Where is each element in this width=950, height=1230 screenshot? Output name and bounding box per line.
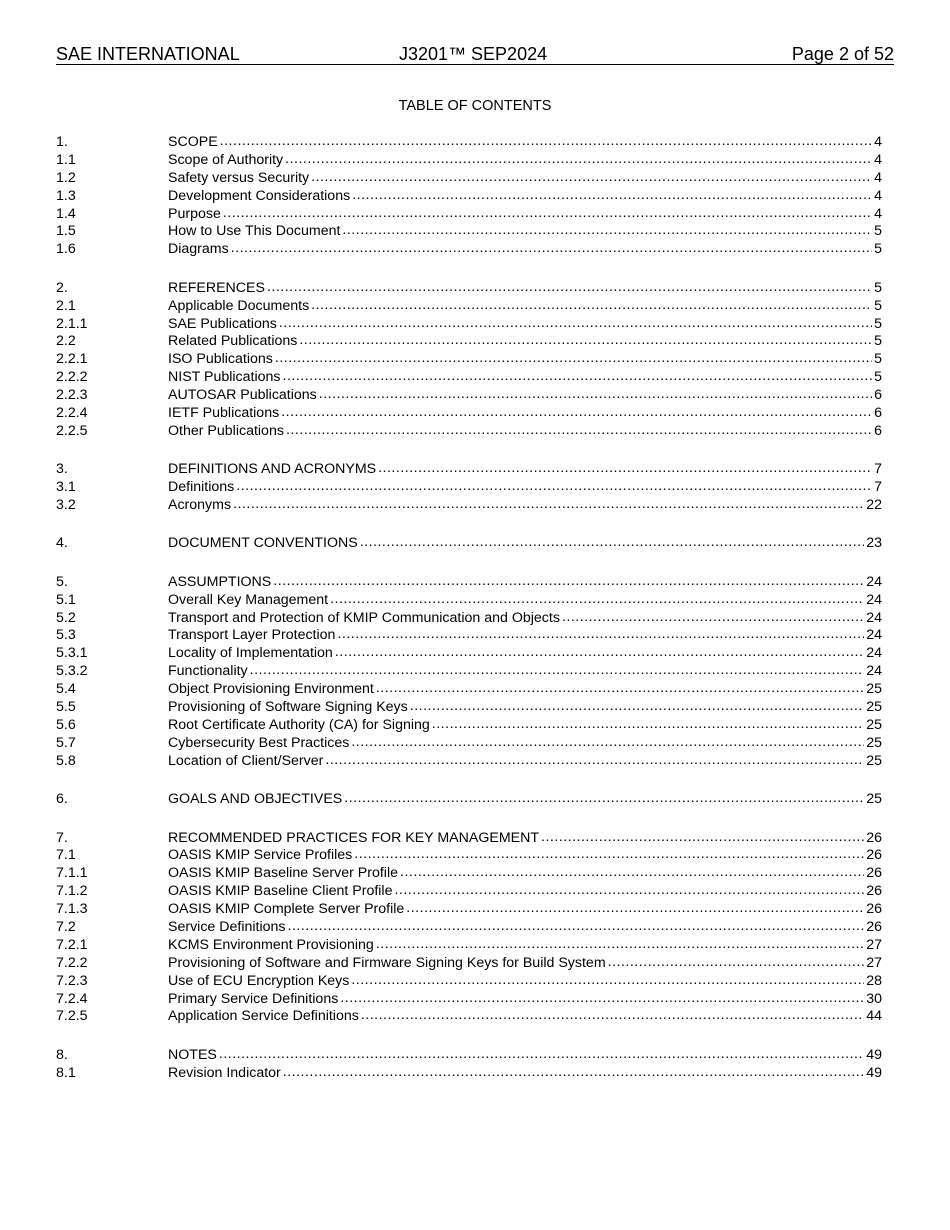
toc-section xyxy=(56,830,882,1027)
toc-entry[interactable] xyxy=(56,316,882,334)
toc-entry-number: 2.1 xyxy=(56,297,76,314)
toc-entry-number: 5.4 xyxy=(56,681,76,698)
toc-entry[interactable] xyxy=(56,333,882,351)
toc-dot-leader xyxy=(275,350,872,368)
toc-entry-title[interactable]: Provisioning of Software and Firmware Signing Keys for Build System xyxy=(168,954,606,971)
toc-entry-title[interactable]: Acronyms xyxy=(168,497,232,514)
toc-entry[interactable] xyxy=(56,535,882,553)
toc-entry-title[interactable]: Scope of Authority xyxy=(168,151,284,168)
toc-entry-page: 25 xyxy=(866,699,882,716)
toc-entry-title[interactable]: Root Certificate Authority (CA) for Signing xyxy=(168,716,430,733)
toc-entry-number: 1.6 xyxy=(56,241,76,258)
toc-entry-page: 5 xyxy=(874,223,882,240)
toc-entry[interactable] xyxy=(56,753,882,771)
toc-dot-leader xyxy=(223,205,872,223)
toc-entry-title[interactable]: OASIS KMIP Baseline Server Profile xyxy=(168,865,398,882)
toc-entry-page: 4 xyxy=(874,187,882,204)
toc-entry-page: 27 xyxy=(866,954,882,971)
toc-entry[interactable] xyxy=(56,830,882,848)
toc-entry-title[interactable]: Cybersecurity Best Practices xyxy=(168,734,350,751)
toc-dot-leader xyxy=(361,1007,864,1025)
toc-entry-page: 24 xyxy=(866,627,882,644)
toc-entry-page: 44 xyxy=(866,1008,882,1025)
toc-dot-leader xyxy=(406,900,864,918)
toc-entry[interactable] xyxy=(56,206,882,224)
toc-entry-page: 25 xyxy=(866,734,882,751)
toc-dot-leader xyxy=(286,422,872,440)
toc-entry-title[interactable]: Revision Indicator xyxy=(168,1064,281,1081)
toc-entry-number: 5.5 xyxy=(56,699,76,716)
toc-entry-number: 7.2.3 xyxy=(56,972,88,989)
toc-dot-leader xyxy=(335,644,864,662)
toc-entry-title[interactable]: SAE Publications xyxy=(168,315,277,332)
toc-entry-title[interactable]: How to Use This Document xyxy=(168,223,341,240)
toc-entry-number: 8.1 xyxy=(56,1064,76,1081)
toc-entry-page: 5 xyxy=(874,315,882,332)
toc-entry-number: 1.5 xyxy=(56,223,76,240)
toc-dot-leader xyxy=(378,460,872,478)
toc-entry[interactable] xyxy=(56,170,882,188)
toc-entry-number: 2.2 xyxy=(56,333,76,350)
toc-entry-title[interactable]: Related Publications xyxy=(168,333,298,350)
toc-dot-leader xyxy=(432,716,864,734)
toc-entry-number: 7.1 xyxy=(56,847,76,864)
toc-dot-leader xyxy=(354,846,864,864)
toc-entry-number: 1.1 xyxy=(56,151,76,168)
toc-entry-page: 5 xyxy=(874,279,882,296)
toc-section xyxy=(56,280,882,441)
toc-entry[interactable] xyxy=(56,134,882,152)
toc-entry-page: 4 xyxy=(874,151,882,168)
toc-dot-leader xyxy=(281,404,872,422)
toc-dot-leader xyxy=(394,882,864,900)
toc-entry-title[interactable]: Object Provisioning Environment xyxy=(168,681,374,698)
toc-dot-leader xyxy=(541,829,864,847)
toc-dot-leader xyxy=(220,133,872,151)
toc-entry-number: 5.2 xyxy=(56,609,76,626)
toc-dot-leader xyxy=(608,954,865,972)
toc-dot-leader xyxy=(233,496,864,514)
toc-entry-page: 4 xyxy=(874,205,882,222)
toc-entry-number: 2.2.2 xyxy=(56,369,88,386)
toc-entry-page: 5 xyxy=(874,297,882,314)
toc-entry-page: 49 xyxy=(866,1064,882,1081)
toc-dot-leader xyxy=(376,936,864,954)
toc-dot-leader xyxy=(279,315,872,333)
toc-entry-title[interactable]: NOTES xyxy=(168,1046,217,1063)
toc-entry[interactable] xyxy=(56,937,882,955)
toc-dot-leader xyxy=(360,534,865,552)
toc-entry-number: 7.1.2 xyxy=(56,883,88,900)
toc-entry[interactable] xyxy=(56,919,882,937)
toc-dot-leader xyxy=(400,864,864,882)
toc-entry-title[interactable]: Transport and Protection of KMIP Communication and Objects xyxy=(168,609,560,626)
toc-entry-page: 24 xyxy=(866,645,882,662)
toc-dot-leader xyxy=(325,752,864,770)
toc-dot-leader xyxy=(273,573,864,591)
toc-entry-title[interactable]: KCMS Environment Provisioning xyxy=(168,936,374,953)
toc-entry-number: 8. xyxy=(56,1046,68,1063)
toc-entry[interactable] xyxy=(56,405,882,423)
toc-entry-title[interactable]: ASSUMPTIONS xyxy=(168,573,272,590)
toc-entry[interactable] xyxy=(56,1008,882,1026)
toc-entry-title[interactable]: SCOPE xyxy=(168,134,218,150)
toc-entry-number: 7.1.1 xyxy=(56,865,88,882)
toc-entry-title[interactable]: ISO Publications xyxy=(168,351,273,368)
toc-entry-title[interactable]: Definitions xyxy=(168,479,235,496)
toc-entry[interactable] xyxy=(56,188,882,206)
toc-entry[interactable] xyxy=(56,351,882,369)
toc-entry-page: 7 xyxy=(874,461,882,478)
toc-entry-number: 5.6 xyxy=(56,716,76,733)
toc-entry-title[interactable]: Location of Client/Server xyxy=(168,752,324,769)
toc-dot-leader xyxy=(285,151,872,169)
toc-entry-page: 6 xyxy=(874,387,882,404)
toc-entry-page: 4 xyxy=(874,169,882,186)
toc-section xyxy=(56,791,882,809)
toc-entry-title[interactable]: DOCUMENT CONVENTIONS xyxy=(168,535,358,552)
toc-dot-leader xyxy=(311,169,872,187)
toc-entry[interactable] xyxy=(56,663,882,681)
toc-entry-number: 4. xyxy=(56,535,68,552)
toc-entry-title[interactable]: RECOMMENDED PRACTICES FOR KEY MANAGEMENT xyxy=(168,829,540,846)
toc-entry[interactable] xyxy=(56,387,882,405)
toc-dot-leader xyxy=(311,297,872,315)
toc-entry-number: 3.1 xyxy=(56,479,76,496)
toc-dot-leader xyxy=(288,918,865,936)
toc-dot-leader xyxy=(342,222,872,240)
toc-entry-page: 4 xyxy=(874,134,882,150)
toc-entry[interactable] xyxy=(56,479,882,497)
toc-entry[interactable] xyxy=(56,699,882,717)
toc-entry-page: 26 xyxy=(866,918,882,935)
toc-entry-title[interactable]: Primary Service Definitions xyxy=(168,990,339,1007)
toc-entry-number: 2.2.4 xyxy=(56,404,88,421)
toc-entry[interactable] xyxy=(56,847,882,865)
toc-dot-leader xyxy=(319,386,872,404)
toc-entry-number: 1.2 xyxy=(56,169,76,186)
toc-entry[interactable] xyxy=(56,865,882,883)
toc-entry-page: 24 xyxy=(866,609,882,626)
toc-entry[interactable] xyxy=(56,152,882,170)
toc-entry-number: 3. xyxy=(56,461,68,478)
toc-entry-page: 23 xyxy=(866,535,882,552)
toc-entry-number: 7.1.3 xyxy=(56,901,88,918)
toc-entry-title[interactable]: GOALS AND OBJECTIVES xyxy=(168,791,343,808)
toc-entry-page: 5 xyxy=(874,241,882,258)
toc-entry-page: 5 xyxy=(874,351,882,368)
toc-entry-title[interactable]: OASIS KMIP Baseline Client Profile xyxy=(168,883,393,900)
toc-entry-page: 6 xyxy=(874,422,882,439)
toc-entry-number: 2.2.5 xyxy=(56,422,88,439)
toc-entry-number: 7.2.2 xyxy=(56,954,88,971)
toc-entry[interactable] xyxy=(56,298,882,316)
toc-entry-title[interactable]: OASIS KMIP Complete Server Profile xyxy=(168,901,405,918)
toc-entry-number: 7.2.4 xyxy=(56,990,88,1007)
toc-section xyxy=(56,535,882,553)
toc-entry-number: 1.3 xyxy=(56,187,76,204)
toc-section xyxy=(56,1047,882,1083)
toc-entry-title[interactable]: AUTOSAR Publications xyxy=(168,387,317,404)
toc-entry[interactable] xyxy=(56,791,882,809)
toc-entry-title[interactable]: Overall Key Management xyxy=(168,591,329,608)
toc-entry-page: 28 xyxy=(866,972,882,989)
toc-entry[interactable] xyxy=(56,423,882,441)
toc-entry-page: 22 xyxy=(866,497,882,514)
toc-entry-number: 5.3.1 xyxy=(56,645,88,662)
toc-entry-page: 25 xyxy=(866,681,882,698)
toc-entry-title[interactable]: Applicable Documents xyxy=(168,297,310,314)
toc-entry-title[interactable]: Development Considerations xyxy=(168,187,351,204)
toc-entry-page: 49 xyxy=(866,1046,882,1063)
toc-entry-page: 26 xyxy=(866,883,882,900)
toc-entry[interactable] xyxy=(56,973,882,991)
toc-entry-title[interactable]: Purpose xyxy=(168,205,221,222)
toc-entry-number: 5. xyxy=(56,573,68,590)
toc-entry-title[interactable]: NIST Publications xyxy=(168,369,281,386)
toc-dot-leader xyxy=(351,972,864,990)
toc-entry-title[interactable]: Other Publications xyxy=(168,422,284,439)
toc-entry[interactable] xyxy=(56,461,882,479)
toc-entry-page: 24 xyxy=(866,591,882,608)
toc-entry[interactable] xyxy=(56,369,882,387)
toc-entry-number: 5.1 xyxy=(56,591,76,608)
toc-dot-leader xyxy=(337,626,864,644)
toc-dot-leader xyxy=(562,609,864,627)
toc-entry[interactable] xyxy=(56,574,882,592)
toc-entry-number: 5.3.2 xyxy=(56,663,88,680)
toc-entry-number: 2.2.3 xyxy=(56,387,88,404)
toc-entry[interactable] xyxy=(56,627,882,645)
toc-dot-leader xyxy=(250,662,865,680)
header-document-id: J3201™ SEP2024 xyxy=(399,44,548,64)
toc-dot-leader xyxy=(376,680,864,698)
toc-entry-page: 24 xyxy=(866,663,882,680)
toc-entry-page: 27 xyxy=(866,936,882,953)
toc-entry[interactable] xyxy=(56,610,882,628)
table-of-contents xyxy=(56,134,882,1103)
toc-entry-number: 2. xyxy=(56,279,68,296)
toc-entry-number: 5.8 xyxy=(56,752,76,769)
page-header xyxy=(56,44,894,65)
toc-dot-leader xyxy=(344,790,864,808)
toc-entry[interactable] xyxy=(56,681,882,699)
toc-entry[interactable] xyxy=(56,901,882,919)
toc-entry-title[interactable]: Provisioning of Software Signing Keys xyxy=(168,699,408,716)
toc-dot-leader xyxy=(219,1046,864,1064)
toc-entry-number: 7.2 xyxy=(56,918,76,935)
toc-section xyxy=(56,134,882,259)
toc-dot-leader xyxy=(236,478,872,496)
toc-entry[interactable] xyxy=(56,991,882,1009)
toc-section xyxy=(56,574,882,771)
toc-entry-number: 1.4 xyxy=(56,205,76,222)
toc-entry[interactable] xyxy=(56,1065,882,1083)
toc-entry-page: 25 xyxy=(866,791,882,808)
toc-entry[interactable] xyxy=(56,223,882,241)
toc-heading: TABLE OF CONTENTS xyxy=(398,98,552,114)
toc-entry-title[interactable]: OASIS KMIP Service Profiles xyxy=(168,847,353,864)
toc-entry-page: 5 xyxy=(874,333,882,350)
toc-entry-number: 2.1.1 xyxy=(56,315,88,332)
toc-entry[interactable] xyxy=(56,592,882,610)
toc-entry-page: 5 xyxy=(874,369,882,386)
toc-dot-leader xyxy=(283,1064,864,1082)
toc-section xyxy=(56,461,882,515)
toc-entry-title[interactable]: Safety versus Security xyxy=(168,169,310,186)
toc-entry-page: 26 xyxy=(866,901,882,918)
toc-dot-leader xyxy=(351,734,864,752)
toc-entry[interactable] xyxy=(56,645,882,663)
toc-dot-leader xyxy=(267,279,872,297)
toc-entry-page: 26 xyxy=(866,829,882,846)
toc-entry-number: 7.2.1 xyxy=(56,936,88,953)
toc-entry[interactable] xyxy=(56,735,882,753)
toc-entry-page: 25 xyxy=(866,716,882,733)
toc-entry-number: 2.2.1 xyxy=(56,351,88,368)
toc-entry[interactable] xyxy=(56,955,882,973)
toc-entry-page: 24 xyxy=(866,573,882,590)
toc-dot-leader xyxy=(299,332,872,350)
toc-entry-number: 1. xyxy=(56,134,68,150)
toc-entry-page: 26 xyxy=(866,847,882,864)
toc-entry-number: 5.3 xyxy=(56,627,76,644)
toc-entry[interactable] xyxy=(56,883,882,901)
toc-entry-title[interactable]: Locality of Implementation xyxy=(168,645,333,662)
toc-entry-title[interactable]: Transport Layer Protection xyxy=(168,627,336,644)
toc-entry-page: 26 xyxy=(866,865,882,882)
toc-entry-page: 6 xyxy=(874,404,882,421)
header-page-number: Page 2 of 52 xyxy=(791,44,894,64)
toc-entry-number: 3.2 xyxy=(56,497,76,514)
toc-entry-title[interactable]: Diagrams xyxy=(168,241,229,258)
toc-dot-leader xyxy=(340,990,864,1008)
toc-entry-page: 25 xyxy=(866,752,882,769)
toc-entry[interactable] xyxy=(56,280,882,298)
toc-entry-number: 7.2.5 xyxy=(56,1008,88,1025)
toc-entry-page: 7 xyxy=(874,479,882,496)
toc-dot-leader xyxy=(231,240,872,258)
toc-entry[interactable] xyxy=(56,497,882,515)
toc-entry[interactable] xyxy=(56,241,882,259)
toc-entry-number: 5.7 xyxy=(56,734,76,751)
toc-dot-leader xyxy=(283,368,873,386)
toc-entry-title[interactable]: REFERENCES xyxy=(168,279,265,296)
toc-entry-number: 6. xyxy=(56,791,68,808)
toc-dot-leader xyxy=(410,698,864,716)
toc-entry-title[interactable]: DEFINITIONS AND ACRONYMS xyxy=(168,461,377,478)
toc-entry-title[interactable]: Service Definitions xyxy=(168,918,286,935)
toc-entry-page: 30 xyxy=(866,990,882,1007)
toc-entry-title[interactable]: IETF Publications xyxy=(168,404,280,421)
toc-dot-leader xyxy=(330,591,864,609)
toc-entry-title[interactable]: Application Service Definitions xyxy=(168,1008,359,1025)
toc-entry-title[interactable]: Functionality xyxy=(168,663,248,680)
toc-entry[interactable] xyxy=(56,717,882,735)
toc-entry[interactable] xyxy=(56,1047,882,1065)
toc-entry-number: 7. xyxy=(56,829,68,846)
toc-entry-title[interactable]: Use of ECU Encryption Keys xyxy=(168,972,350,989)
header-organization: SAE INTERNATIONAL xyxy=(56,44,240,64)
toc-dot-leader xyxy=(352,187,872,205)
